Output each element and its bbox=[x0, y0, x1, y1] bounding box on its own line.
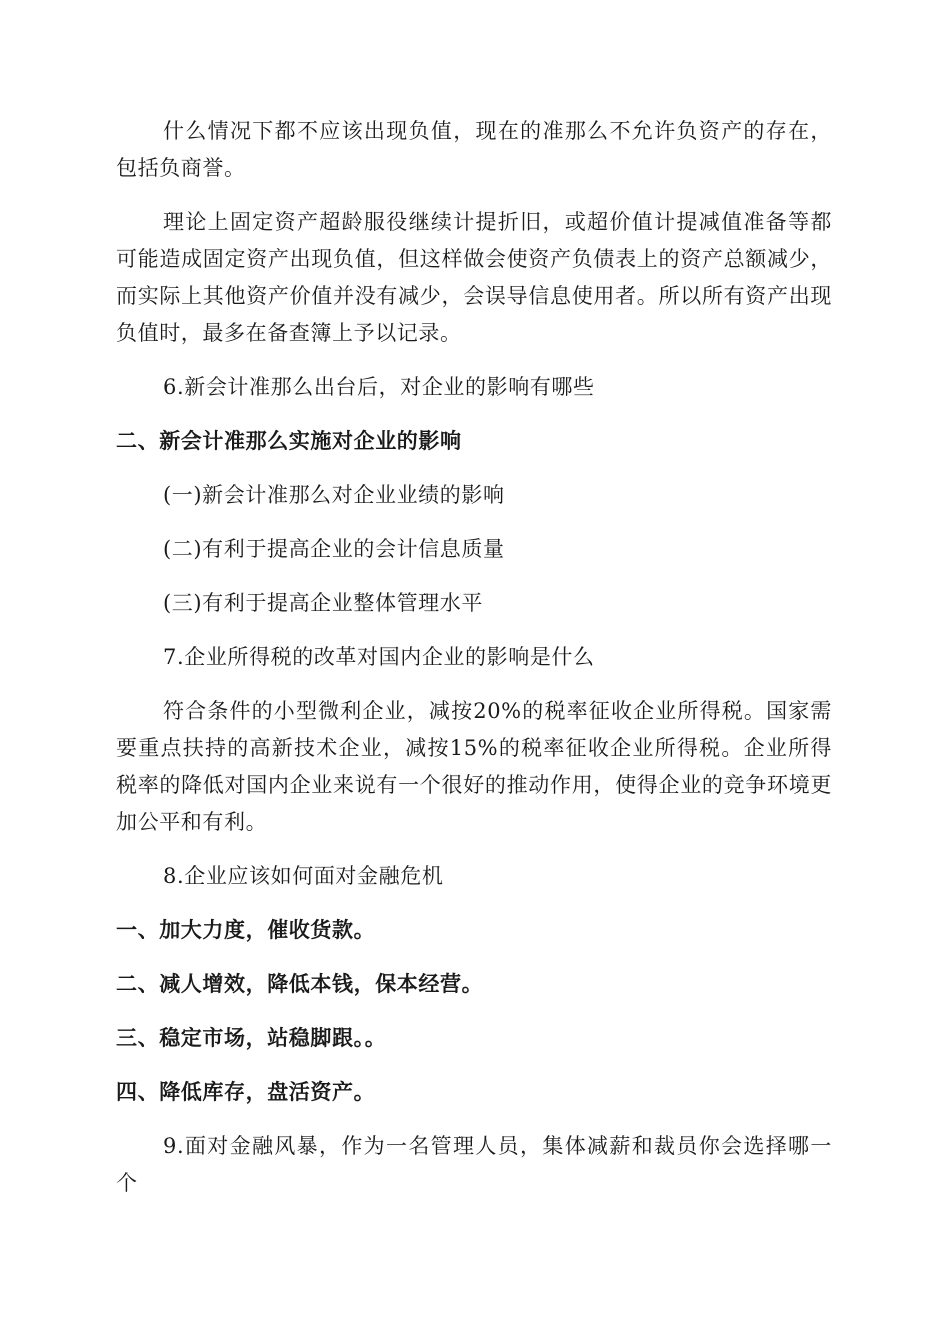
paragraph-fixed-assets: 理论上固定资产超龄服役继续计提折旧，或超价值计提减值准备等都可能造成固定资产出现负值，但这样做会使资产负债表上的资产总额减少，而实际上其他资产价值并没有减少，会误导信息使用者。所以所有资产出现负值时，最多在备查簿上予以记录。 bbox=[116, 210, 832, 345]
heading-impact: 二、新会计准那么实施对企业的影响 bbox=[116, 429, 462, 453]
question-7: 7.企业所得税的改革对国内企业的影响是什么 bbox=[163, 645, 595, 669]
list-item-2: (二)有利于提高企业的会计信息质量 bbox=[163, 537, 505, 561]
question-6: 6.新会计准那么出台后，对企业的影响有哪些 bbox=[163, 375, 595, 399]
heading-step-2: 二、减人增效，降低本钱，保本经营。 bbox=[116, 972, 484, 996]
list-item-3: (三)有利于提高企业整体管理水平 bbox=[163, 591, 483, 615]
list-item-1: (一)新会计准那么对企业业绩的影响 bbox=[163, 483, 505, 507]
heading-step-1: 一、加大力度，催收货款。 bbox=[116, 918, 376, 942]
paragraph-negative-assets: 什么情况下都不应该出现负值，现在的准那么不允许负资产的存在，包括负商誉。 bbox=[116, 119, 832, 180]
question-9: 9.面对金融风暴，作为一名管理人员，集体减薪和裁员你会选择哪一个 bbox=[116, 1134, 832, 1195]
heading-step-3: 三、稳定市场，站稳脚跟。。 bbox=[116, 1026, 387, 1050]
paragraph-tax-rate: 符合条件的小型微利企业，减按20%的税率征收企业所得税。国家需要重点扶持的高新技术企业，减按15%的税率征收企业所得税。企业所得税率的降低对国内企业来说有一个很好的推动作用，使得企业的竞争环境更加公平和有利。 bbox=[116, 699, 832, 834]
heading-step-4: 四、降低库存，盘活资产。 bbox=[116, 1080, 376, 1104]
question-8: 8.企业应该如何面对金融危机 bbox=[163, 864, 444, 888]
document-page bbox=[116, 113, 832, 1202]
